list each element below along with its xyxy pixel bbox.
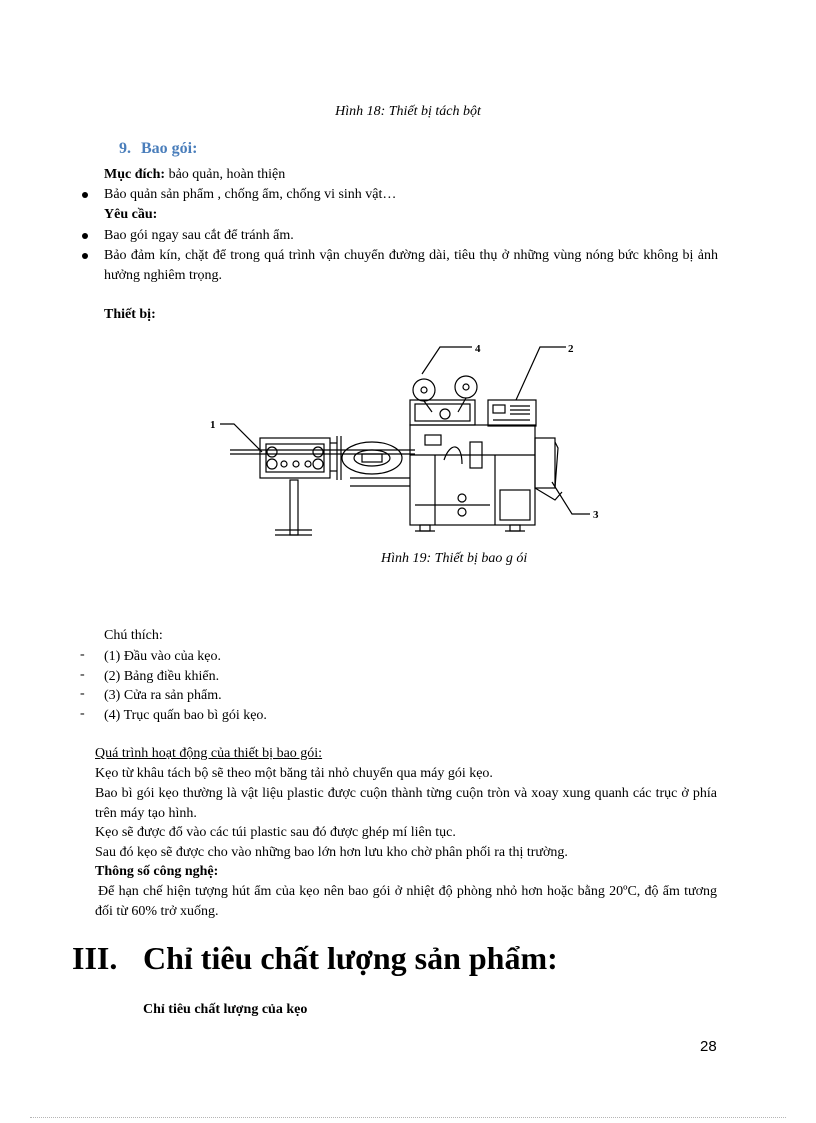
section-9-number: 9. [119, 140, 131, 157]
chu-thich-item-2: (2) Bảng điều khiển. [104, 669, 220, 684]
thong-so-text: Để hạn chế hiện tượng hút ẩm của kẹo nên bao gói ở nhiệt độ phòng nhỏ hơn hoặc bằng 20ºC, độ ẩm tương đối từ 60% trở xuống. [95, 884, 717, 919]
section-3-title: Chỉ tiêu chất lượng sản phẩm: [143, 940, 558, 976]
callout-2-leader [516, 347, 566, 400]
callout-3-leader [552, 482, 590, 514]
qua-trinh-line-1: Kẹo từ khâu tách bộ sẽ theo một băng tải nhỏ chuyển qua máy gói kẹo. [95, 766, 493, 781]
muc-dich-text: bảo quản, hoàn thiện [168, 167, 286, 182]
dash-marker: - [80, 706, 85, 721]
muc-dich-line [104, 165, 285, 185]
callout-1-label: 1 [210, 419, 216, 431]
callout-1-leader [220, 424, 262, 452]
machine-body [410, 425, 562, 531]
chu-thich-item-1: (1) Đầu vào của kẹo. [104, 649, 222, 664]
section-3-number: III. [72, 940, 118, 976]
chu-thich-item-4: (4) Trục quấn bao bì gói kẹo. [104, 708, 267, 723]
infeed-conveyor [230, 436, 415, 535]
bullet-icon [82, 233, 88, 239]
page-number: 28 [700, 1038, 717, 1055]
film-reel-assembly [410, 376, 477, 425]
qua-trinh-line-2: Bao bì gói kẹo thường là vật liệu plastic được cuộn thành từng cuộn tròn và xoay xung quanh các trục ở phía trên máy tạo hình. [95, 786, 717, 821]
yeu-cau-label: Yêu cầu: [104, 207, 158, 222]
qua-trinh-line-4: Sau đó kẹo sẽ được cho vào những bao lớn hơn lưu kho chờ phân phối ra thị trường. [95, 845, 568, 860]
thong-so-label: Thông số công nghệ: [95, 864, 219, 879]
section-3-heading [72, 940, 558, 977]
muc-dich-bullet: Bảo quản sản phẩm , chống ẩm, chống vi sinh vật… [104, 187, 397, 202]
bullet-icon [82, 253, 88, 259]
yeu-cau-item-2: Bảo đảm kín, chặt để trong quá trình vận chuyển đường dài, tiêu thụ ở những vùng nóng bức không bị ảnh hưởng nghiêm trọng. [104, 248, 718, 283]
dash-marker: - [80, 647, 85, 662]
chu-thich-title: Chú thích: [104, 628, 163, 643]
callout-2-label: 2 [568, 343, 574, 355]
figure-19-caption: Hình 19: Thiết bị bao g ói [381, 551, 528, 566]
control-panel [488, 400, 536, 426]
qua-trinh-title: Quá trình hoạt động của thiết bị bao gói: [95, 746, 323, 761]
yeu-cau-item-1: Bao gói ngay sau cắt để tránh ẩm. [104, 228, 294, 243]
callout-4-leader [422, 347, 472, 374]
section-9-heading [119, 140, 197, 158]
muc-dich-label: Mục đích: [104, 167, 166, 182]
page-bottom-rule [30, 1117, 786, 1118]
dash-marker: - [80, 667, 85, 682]
callout-3-label: 3 [593, 509, 599, 521]
thiet-bi-label: Thiết bị: [104, 307, 156, 322]
chi-tieu-subheading: Chỉ tiêu chất lượng của kẹo [143, 1002, 308, 1017]
section-9-title: Bao gói: [141, 140, 198, 157]
bullet-icon [82, 192, 88, 198]
chu-thich-item-3: (3) Cửa ra sản phẩm. [104, 688, 222, 703]
callout-4-label: 4 [475, 343, 481, 355]
qua-trinh-line-3: Kẹo sẽ được đổ vào các túi plastic sau đó được ghép mí liên tục. [95, 825, 456, 840]
dash-marker: - [80, 686, 85, 701]
figure-18-caption: Hình 18: Thiết bị tách bột [335, 104, 481, 119]
packaging-machine-diagram [200, 330, 620, 540]
